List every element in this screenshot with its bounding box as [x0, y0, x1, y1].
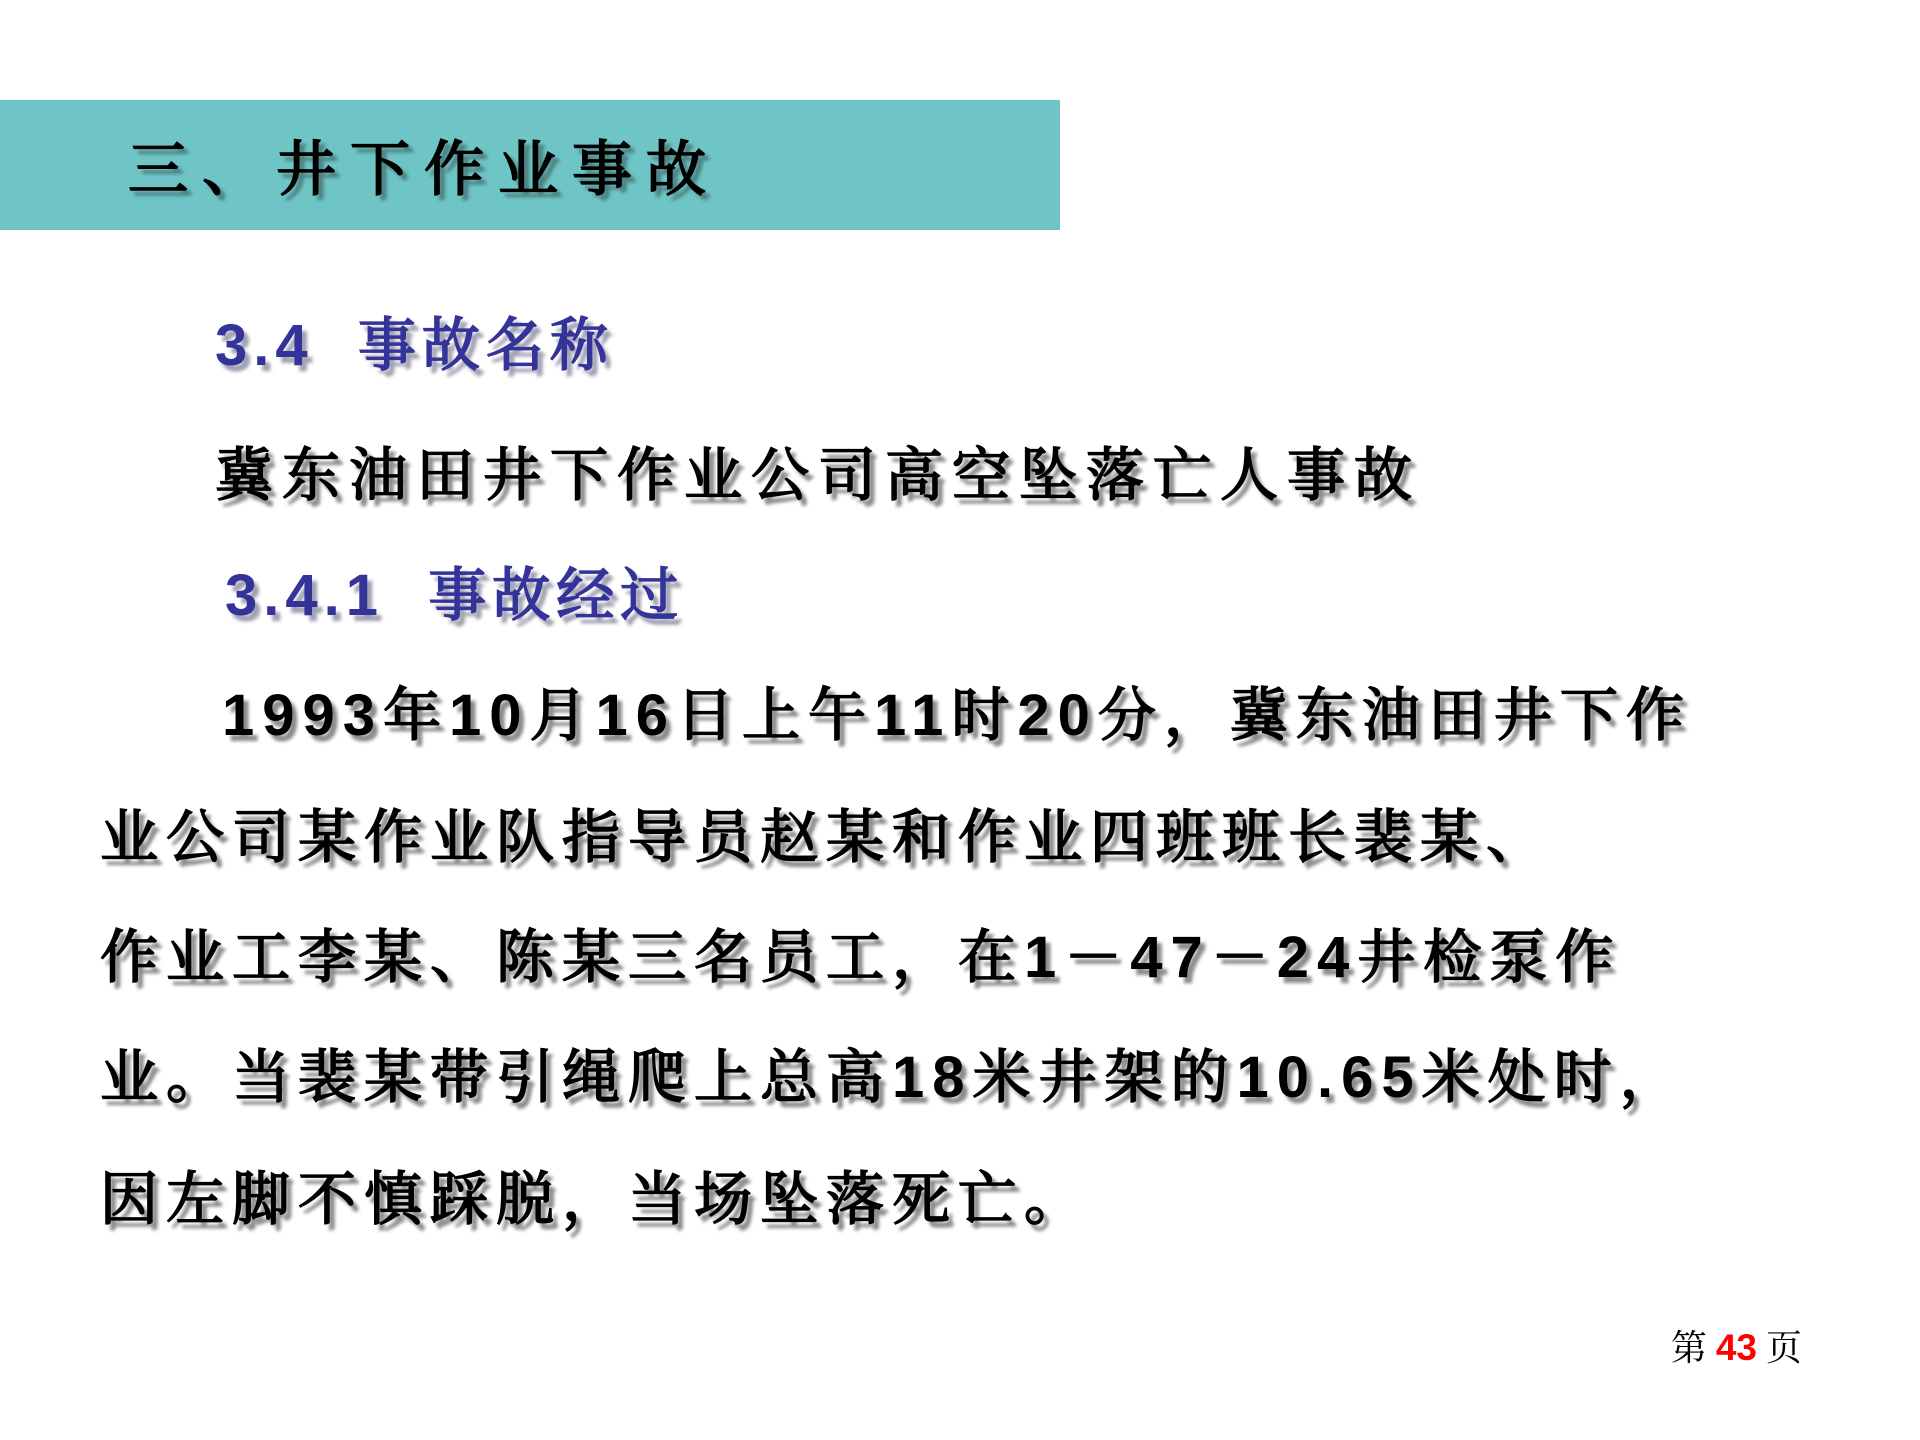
- page-footer-suffix: 页: [1756, 1328, 1802, 1368]
- paragraph-line-1: 1993年10月16日上午11时20分，冀东油田井下作: [222, 683, 1692, 748]
- heading-3-4-accident-name: 3.4 事故名称: [215, 313, 614, 378]
- slide-title-bar: [0, 100, 1060, 230]
- page-number: 43: [1715, 1327, 1757, 1368]
- page-footer-prefix: 第: [1670, 1328, 1716, 1368]
- heading-3-4-1-accident-course: 3.4.1 事故经过: [225, 563, 685, 628]
- page-footer: [1671, 1320, 1802, 1371]
- accident-name-line: 冀东油田井下作业公司高空坠落亡人事故: [215, 443, 1422, 508]
- paragraph-line-4: 业。当裴某带引绳爬上总高18米井架的10.65米处时，: [100, 1045, 1686, 1110]
- section-title: 三、井下作业事故: [128, 136, 720, 203]
- paragraph-line-5: 因左脚不慎踩脱，当场坠落死亡。: [100, 1167, 1091, 1232]
- paragraph-line-2: 业公司某作业队指导员赵某和作业四班班长裴某、: [100, 805, 1553, 870]
- paragraph-line-3: 作业工李某、陈某三名员工，在1－47－24井检泵作: [100, 925, 1622, 990]
